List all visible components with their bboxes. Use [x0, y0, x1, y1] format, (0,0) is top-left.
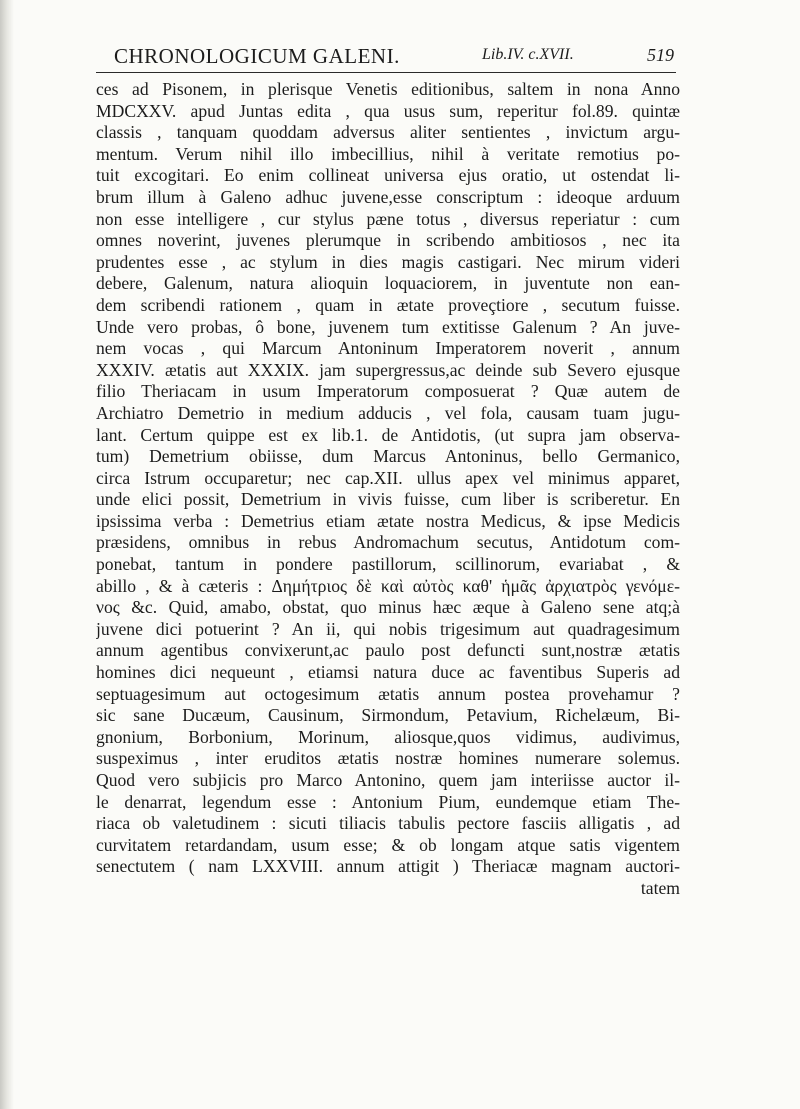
text-line: tuit excogitari. Eo enim collineat universa ejus oratio, ut ostendat li-: [96, 165, 680, 186]
text-line: omnes noverint, juvenes plerumque in scribendo ambitiosos , nec ita: [96, 230, 680, 251]
text-line: septuagesimum aut octogesimum ætatis annum postea provehamur ?: [96, 683, 680, 704]
text-line: Unde vero probas, ô bone, juvenem tum extitisse Galenum ? An juve-: [96, 316, 680, 337]
text-line: prudentes esse , ac stylum in dies magis castigari. Nec mirum videri: [96, 251, 680, 272]
text-line: classis , tanquam quoddam adversus aliter sentientes , invictum argu-: [96, 122, 680, 143]
text-line: νος &c. Quid, amabo, obstat, quo minus hæc æque à Galeno sene atq;à: [96, 597, 680, 618]
text-line: Archiatro Demetrio in medium adducis , vel fola, causam tuam jugu-: [96, 402, 680, 423]
text-line: ponebat, tantum in pondere pastillorum, scillinorum, evariabat , &: [96, 554, 680, 575]
text-line: le denarrat, legendum esse : Antonium Pium, eundemque etiam The-: [96, 791, 680, 812]
text-line: annum agentibus convixerunt,ac paulo post defuncti sunt,nostræ ætatis: [96, 640, 680, 661]
text-line: suspeximus , inter eruditos ætatis nostræ homines numerare solemus.: [96, 748, 680, 769]
text-line: filio Theriacam in usum Imperatorum composuerat ? Quæ autem de: [96, 381, 680, 402]
running-title: CHRONOLOGICUM GALENI.: [114, 44, 400, 68]
text-line: ces ad Pisonem, in plerisque Venetis editionibus, saltem in nona Anno: [96, 79, 680, 99]
binding-shadow: [0, 0, 14, 1109]
text-line: præsidens, omnibus in rebus Andromachum secutus, Antidotum com-: [96, 532, 680, 553]
text-line: homines dici nequeunt , etiamsi natura duce ac faventibus Superis ad: [96, 662, 680, 683]
text-line: debere, Galenum, natura alioquin loquaciorem, in juventute non ean-: [96, 273, 680, 294]
section-reference: Lib.IV. c.XVII.: [482, 46, 574, 63]
text-line: dem scribendi rationem , quam in ætate proveçtiore , secutum fuisse.: [96, 294, 680, 315]
text-line: abillo , & à cæteris : Δημήτριος δὲ καὶ αὐτὸς καθ' ἡμᾶς ἀρχιατρὸς γενόμε-: [96, 575, 680, 596]
text-line: non esse intelligere , cur stylus pæne totus , diversus reperiatur : cum: [96, 208, 680, 229]
text-line: gnonium, Borbonium, Morinum, aliosque,quos vidimus, audivimus,: [96, 726, 680, 747]
text-line: XXXIV. ætatis aut XXXIX. jam supergressus,ac deinde sub Severo ejusque: [96, 359, 680, 380]
text-line: unde elici possit, Demetrium in vivis fuisse, cum liber is scriberetur. En: [96, 489, 680, 510]
text-line: mentum. Verum nihil illo imbecillius, nihil à veritate remotius po-: [96, 143, 680, 164]
text-line: tatem: [640, 877, 680, 898]
text-line: curvitatem retardandam, usum esse; & ob longam atque satis vigentem: [96, 834, 680, 855]
text-line: nem vocas , qui Marcum Antoninum Imperatorem noverit , annum: [96, 338, 680, 359]
text-line: sic sane Ducæum, Causinum, Sirmondum, Petavium, Richelæum, Bi-: [96, 705, 680, 726]
page-header: [114, 44, 674, 74]
text-line: circa Istrum occuparetur; nec cap.XII. ullus apex vel minimus apparet,: [96, 467, 680, 488]
page-number: 519: [647, 45, 674, 65]
text-line: riaca ob valetudinem : sicuti tiliacis tabulis pectore fasciis alligatis , ad: [96, 813, 680, 834]
text-line: lant. Certum quippe est ex lib.1. de Antidotis, (ut supra jam observa-: [96, 424, 680, 445]
text-line: brum illum à Galeno adhuc juvene,esse conscriptum : ideoque arduum: [96, 186, 680, 207]
text-line: tum) Demetrium obiisse, dum Marcus Antoninus, bello Germanico,: [96, 446, 680, 467]
text-line: Quod vero subjicis pro Marco Antonino, quem jam interiisse auctor il-: [96, 770, 680, 790]
text-line: senectutem ( nam LXXVIII. annum attigit ) Theriacæ magnam auctori-: [96, 856, 680, 877]
text-line: juvene dici potuerint ? An ii, qui nobis trigesimum aut quadragesimum: [96, 618, 680, 639]
header-rule: [96, 72, 676, 73]
text-line: ipsissima verba : Demetrius etiam ætate nostra Medicus, & ipse Medicis: [96, 510, 680, 531]
body-text: [96, 79, 680, 900]
text-line: MDCXXV. apud Juntas edita , qua usus sum, reperitur fol.89. quintæ: [96, 100, 680, 121]
